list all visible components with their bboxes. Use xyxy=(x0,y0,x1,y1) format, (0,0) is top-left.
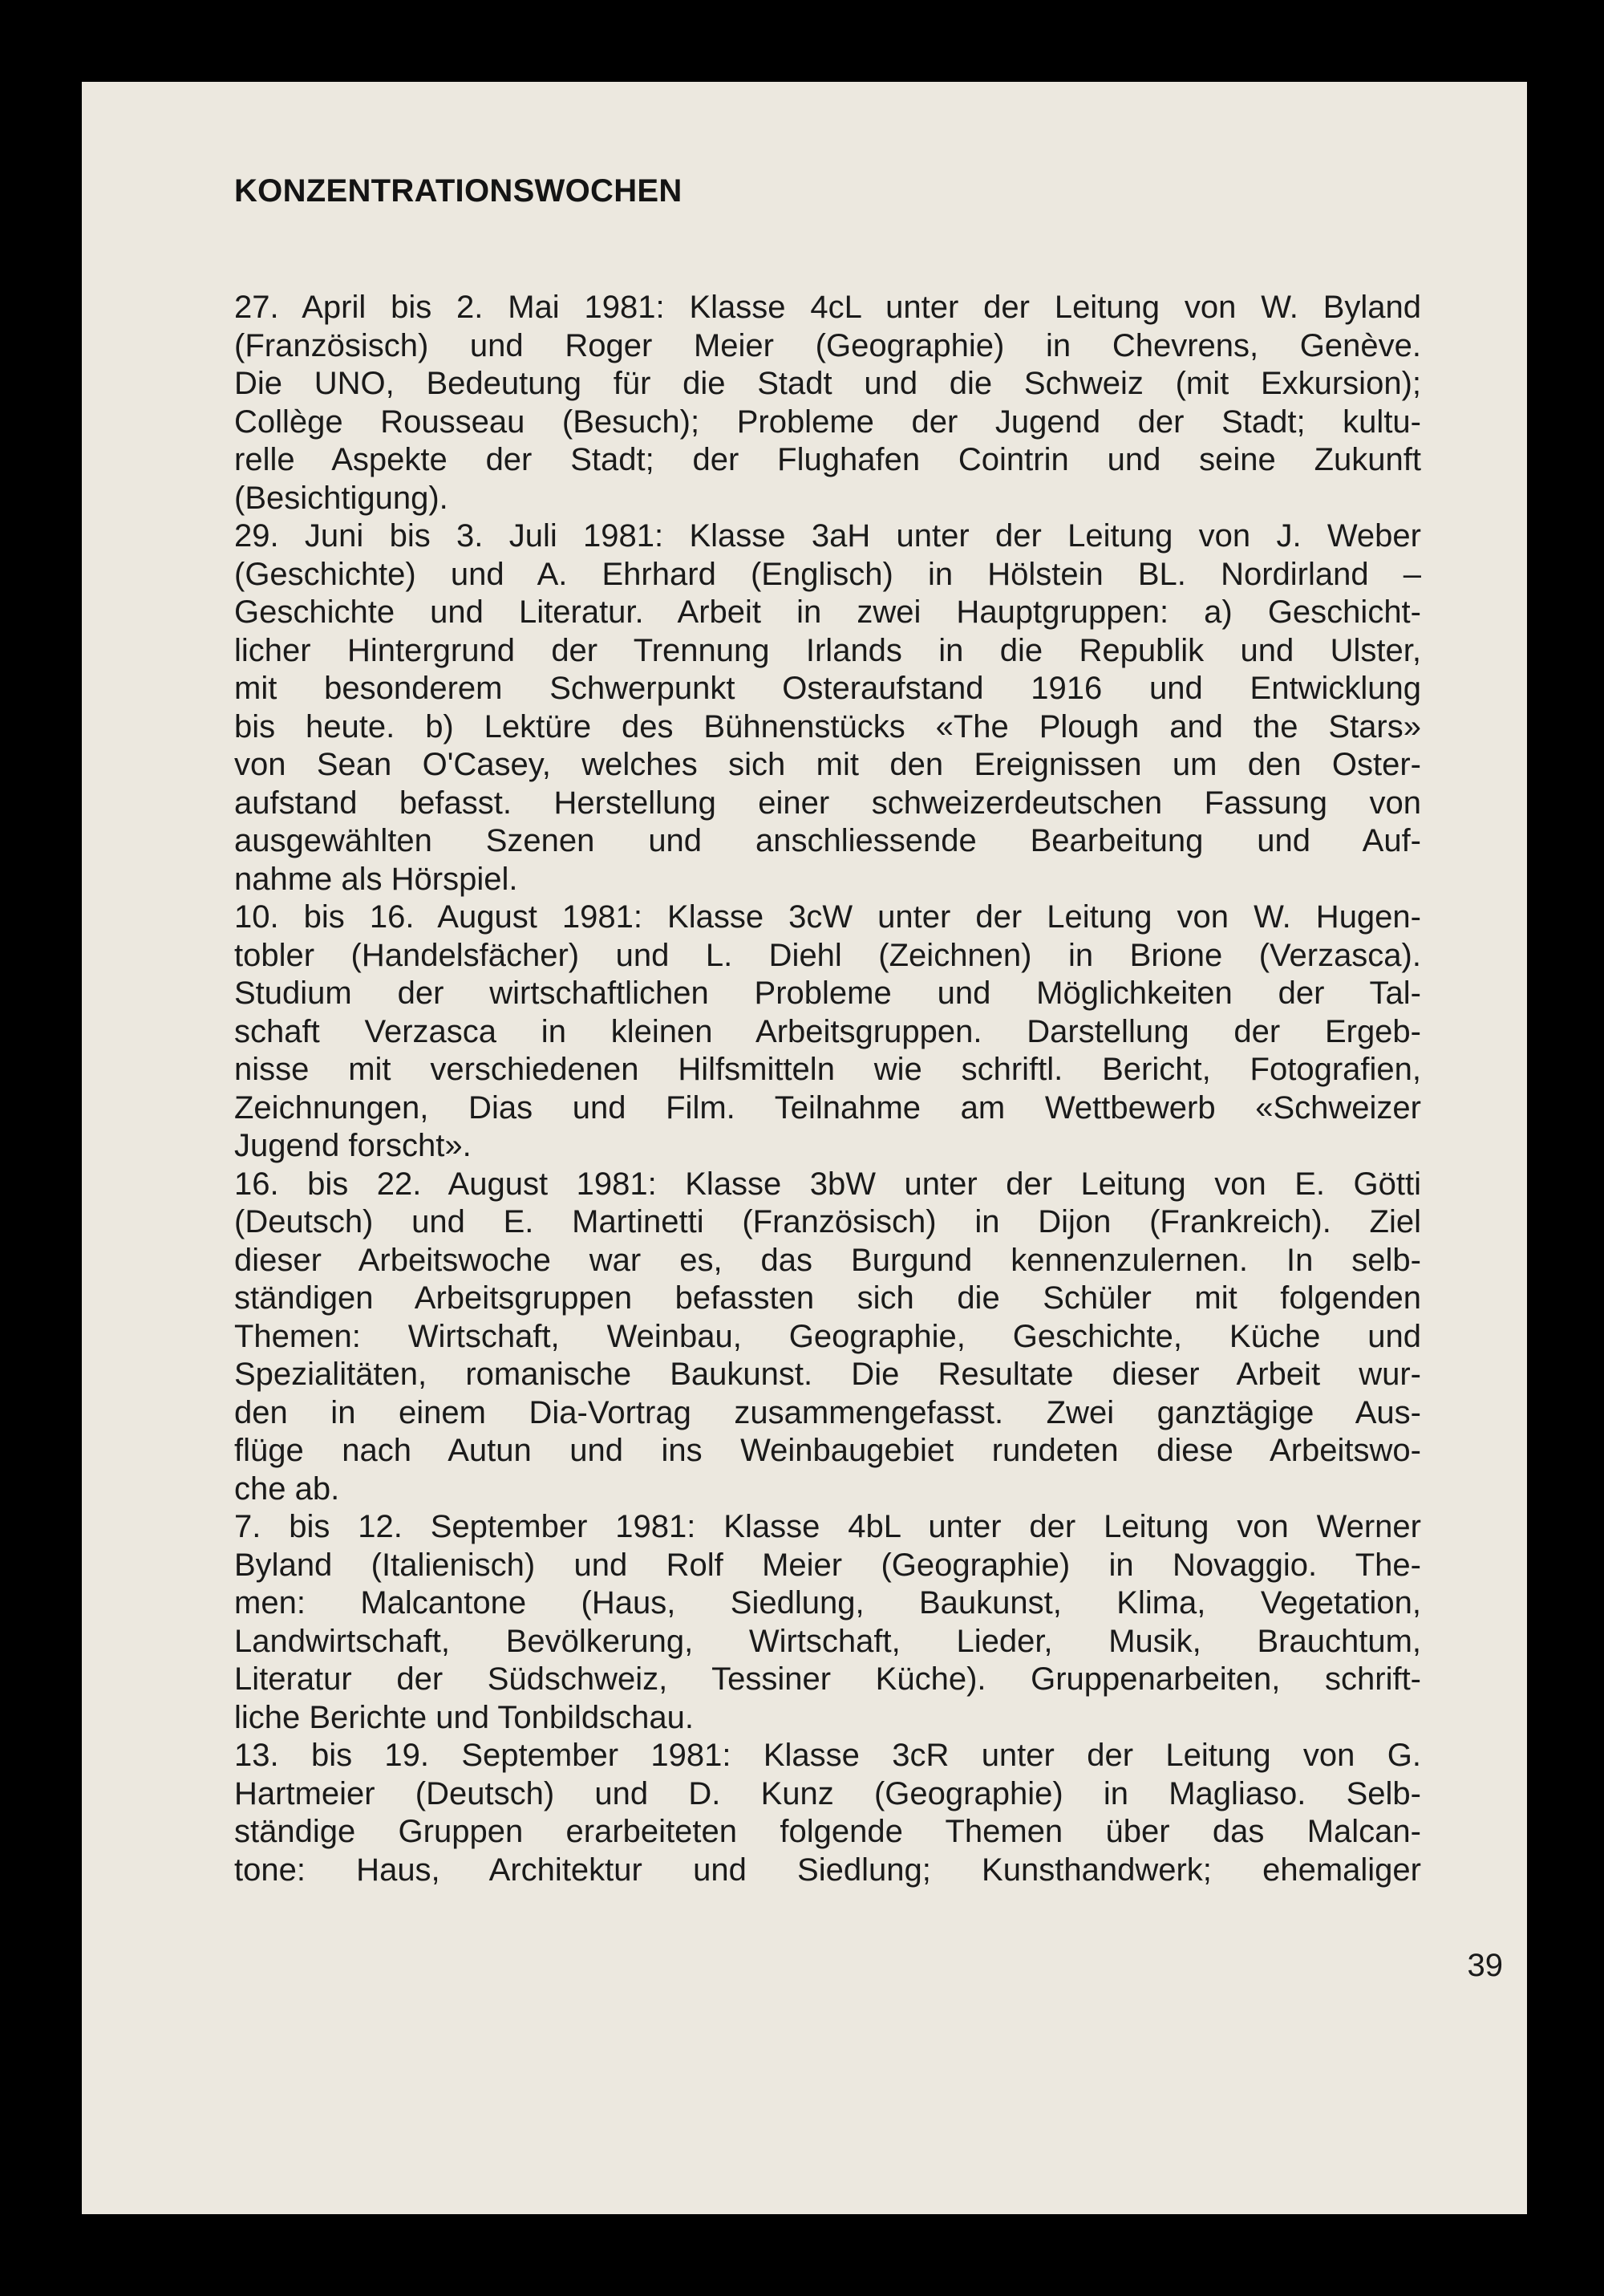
text-line: ständige Gruppen erarbeiteten folgende Themen über das Malcan- xyxy=(234,1814,1421,1849)
text-line: Landwirtschaft, Bevölkerung, Wirtschaft, Lieder, Musik, Brauchtum, xyxy=(234,1623,1421,1659)
text-line: (Besichtigung). xyxy=(234,480,448,516)
text-line: dieser Arbeitswoche war es, das Burgund kennenzulernen. In selb- xyxy=(234,1242,1421,1278)
text-line: che ab. xyxy=(234,1470,340,1507)
text-line: flüge nach Autun und ins Weinbaugebiet rundeten diese Arbeitswo- xyxy=(234,1433,1421,1468)
text-line: 7. bis 12. September 1981: Klasse 4bL unter der Leitung von Werner xyxy=(234,1509,1421,1544)
text-line: Geschichte und Literatur. Arbeit in zwei Hauptgruppen: a) Geschicht- xyxy=(234,594,1421,630)
text-line: ausgewählten Szenen und anschliessende Bearbeitung und Auf- xyxy=(234,823,1421,858)
text-line: 16. bis 22. August 1981: Klasse 3bW unter der Leitung von E. Götti xyxy=(234,1166,1421,1202)
body-text xyxy=(234,289,1421,1889)
text-line: nahme als Hörspiel. xyxy=(234,861,518,897)
text-line: den in einem Dia-Vortrag zusammengefasst. Zwei ganztägige Aus- xyxy=(234,1394,1421,1430)
text-line: 13. bis 19. September 1981: Klasse 3cR unter der Leitung von G. xyxy=(234,1738,1421,1773)
text-line: (Französisch) und Roger Meier (Geographie) in Chevrens, Genève. xyxy=(234,327,1421,363)
text-line: men: Malcantone (Haus, Siedlung, Baukunst, Klima, Vegetation, xyxy=(234,1585,1421,1621)
text-line: licher Hintergrund der Trennung Irlands in die Republik und Ulster, xyxy=(234,632,1421,668)
text-line: ständigen Arbeitsgruppen befassten sich die Schüler mit folgenden xyxy=(234,1280,1421,1316)
text-line: mit besonderem Schwerpunkt Osteraufstand 1916 und Entwicklung xyxy=(234,671,1421,706)
text-line: Die UNO, Bedeutung für die Stadt und die Schweiz (mit Exkursion); xyxy=(234,366,1421,401)
text-line: relle Aspekte der Stadt; der Flughafen Cointrin und seine Zukunft xyxy=(234,442,1421,477)
text-line: tobler (Handelsfächer) und L. Diehl (Zeichnen) in Brione (Verzasca). xyxy=(234,937,1421,973)
text-line: Zeichnungen, Dias und Film. Teilnahme am Wettbewerb «Schweizer xyxy=(234,1089,1421,1126)
text-line: aufstand befasst. Herstellung einer schweizerdeutschen Fassung von xyxy=(234,785,1421,821)
text-line: Studium der wirtschaftlichen Probleme und Möglichkeiten der Tal- xyxy=(234,976,1421,1011)
text-line: Jugend forscht». xyxy=(234,1128,472,1163)
text-line: (Deutsch) und E. Martinetti (Französisch) in Dijon (Frankreich). Ziel xyxy=(234,1204,1421,1239)
section-heading: KONZENTRATIONSWOCHEN xyxy=(234,173,683,209)
text-line: von Sean O'Casey, welches sich mit den Ereignissen um den Oster- xyxy=(234,747,1421,782)
text-line: Byland (Italienisch) und Rolf Meier (Geographie) in Novaggio. The- xyxy=(234,1547,1421,1583)
text-line: Hartmeier (Deutsch) und D. Kunz (Geographie) in Magliaso. Selb- xyxy=(234,1775,1421,1811)
text-line: bis heute. b) Lektüre des Bühnenstücks «The Plough and the Stars» xyxy=(234,708,1421,744)
text-line: 29. Juni bis 3. Juli 1981: Klasse 3aH unter der Leitung von J. Weber xyxy=(234,518,1421,554)
text-line: tone: Haus, Architektur und Siedlung; Kunsthandwerk; ehemaliger xyxy=(234,1852,1421,1888)
text-line: nisse mit verschiedenen Hilfsmitteln wie schriftl. Bericht, Fotografien, xyxy=(234,1052,1421,1087)
text-line: 27. April bis 2. Mai 1981: Klasse 4cL unter der Leitung von W. Byland xyxy=(234,290,1421,325)
text-line: 10. bis 16. August 1981: Klasse 3cW unter der Leitung von W. Hugen- xyxy=(234,899,1421,935)
page-number: 39 xyxy=(1467,1948,1503,1983)
text-line: Themen: Wirtschaft, Weinbau, Geographie, Geschichte, Küche und xyxy=(234,1318,1421,1354)
text-line: (Geschichte) und A. Ehrhard (Englisch) in Hölstein BL. Nordirland – xyxy=(234,556,1421,592)
text-line: Spezialitäten, romanische Baukunst. Die Resultate dieser Arbeit wur- xyxy=(234,1357,1421,1392)
text-line: liche Berichte und Tonbildschau. xyxy=(234,1699,694,1735)
text-line: schaft Verzasca in kleinen Arbeitsgruppen. Darstellung der Ergeb- xyxy=(234,1013,1421,1049)
text-line: Literatur der Südschweiz, Tessiner Küche). Gruppenarbeiten, schrift- xyxy=(234,1661,1421,1697)
text-line: Collège Rousseau (Besuch); Probleme der Jugend der Stadt; kultu- xyxy=(234,404,1421,440)
